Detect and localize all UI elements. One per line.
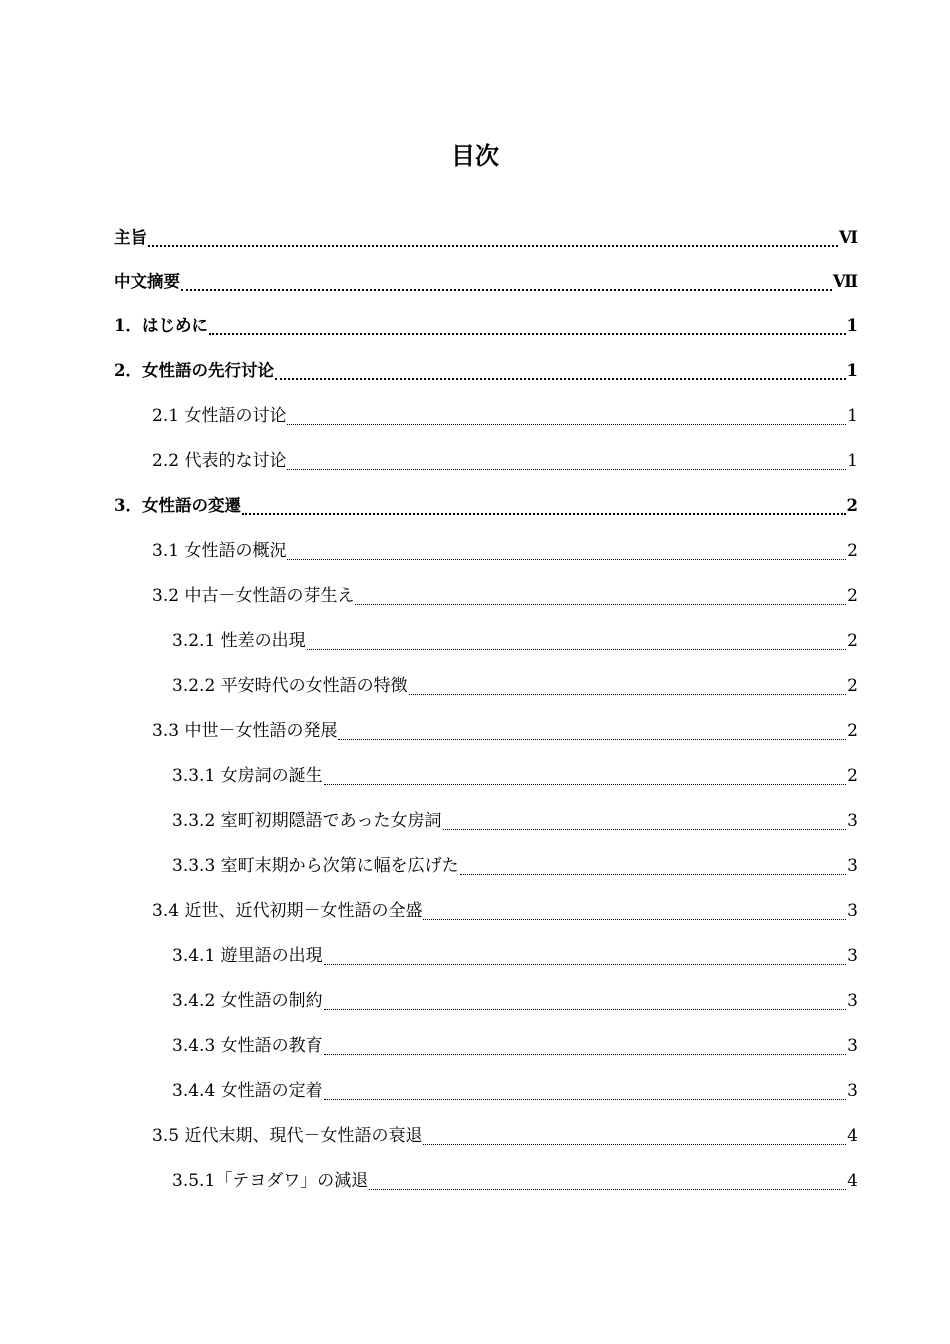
toc-entry-page: Ⅶ (832, 272, 858, 291)
toc-entry[interactable] (172, 664, 858, 708)
toc-dot-leader (148, 231, 838, 247)
toc-entry-page: 4 (847, 1171, 858, 1191)
toc-entry[interactable] (114, 216, 858, 260)
toc-dot-leader (460, 860, 847, 875)
toc-dot-leader (181, 275, 832, 291)
toc-entry-label: 主旨 (114, 228, 147, 247)
toc-dot-leader (324, 995, 847, 1010)
toc-entry-page: Ⅵ (839, 228, 858, 247)
toc-entry-label: 1．はじめに (114, 316, 208, 335)
toc-dot-leader (287, 545, 846, 560)
toc-entry[interactable] (152, 529, 858, 573)
toc-entry-label: 3.4.3 女性語の教育 (172, 1036, 323, 1056)
toc-entry[interactable] (114, 260, 858, 304)
toc-entry-page: 3 (847, 946, 858, 966)
toc-entry-page: 3 (847, 856, 858, 876)
toc-dot-leader (275, 364, 846, 380)
toc-entry[interactable] (172, 799, 858, 843)
toc-dot-leader (355, 590, 846, 605)
toc-entry-page: 2 (847, 676, 858, 696)
toc-entry-label: 3.3.2 室町初期隠語であった女房詞 (172, 811, 442, 831)
toc-entry[interactable] (114, 304, 858, 348)
toc-dot-leader (324, 1040, 847, 1055)
toc-entry-label: 3.2.1 性差の出現 (172, 631, 306, 651)
toc-dot-leader (324, 770, 847, 785)
toc-title: 目次 (451, 141, 499, 170)
toc-entry[interactable] (172, 1024, 858, 1068)
toc-entry-label: 3.4.2 女性語の制約 (172, 991, 323, 1011)
toc-entry-label: 3.4.1 遊里語の出現 (172, 946, 323, 966)
toc-entry-page: 2 (847, 631, 858, 651)
toc-entry-page: 1 (847, 451, 858, 471)
toc-dot-leader (242, 499, 846, 515)
toc-entry-label: 3．女性語の変遷 (114, 496, 241, 515)
toc-entry-page: 1 (846, 316, 858, 335)
toc-entry-label: 3.5 近代末期、現代－女性語の衰退 (152, 1126, 423, 1146)
toc-entry-label: 3.3.3 室町末期から次第に幅を広げた (172, 856, 459, 876)
toc-entry-label: 2.1 女性語の讨论 (152, 406, 287, 426)
toc-entry-page: 2 (847, 541, 858, 561)
toc-dot-leader (423, 1130, 846, 1145)
toc-entry[interactable] (114, 484, 858, 528)
toc-dot-leader (423, 905, 846, 920)
toc-dot-leader (287, 410, 846, 425)
toc-entry[interactable] (152, 439, 858, 483)
toc-dot-leader (409, 680, 847, 695)
toc-entry-label: 3.3 中世－女性語の発展 (152, 721, 338, 741)
toc-entry-page: 3 (847, 811, 858, 831)
toc-entry-page: 2 (847, 586, 858, 606)
toc-entry[interactable] (172, 979, 858, 1023)
toc-dot-leader (324, 950, 847, 965)
toc-dot-leader (338, 725, 846, 740)
toc-entry[interactable] (172, 844, 858, 888)
toc-entry-label: 2.2 代表的な讨论 (152, 451, 287, 471)
toc-entry-page: 3 (847, 1036, 858, 1056)
toc-entry[interactable] (152, 1114, 858, 1158)
toc-entry-label: 3.4.4 女性語の定着 (172, 1081, 323, 1101)
toc-entry[interactable] (172, 934, 858, 978)
toc-entry[interactable] (172, 1069, 858, 1113)
toc-entry-page: 1 (847, 406, 858, 426)
toc-entry-page: 1 (846, 361, 858, 380)
toc-entry-page: 2 (847, 721, 858, 741)
toc-entry[interactable] (114, 349, 858, 393)
toc-entry-page: 4 (847, 1126, 858, 1146)
toc-entry-page: 3 (847, 901, 858, 921)
toc-entry-label: 3.3.1 女房詞の誕生 (172, 766, 323, 786)
toc-entry-label: 3.4 近世、近代初期－女性語の全盛 (152, 901, 423, 921)
toc-entry-label: 3.1 女性語の概況 (152, 541, 287, 561)
toc-entry-page: 3 (847, 991, 858, 1011)
toc-entry[interactable] (152, 394, 858, 438)
toc-entry-label: 2．女性語の先行讨论 (114, 361, 274, 380)
toc-dot-leader (307, 635, 847, 650)
toc-entry[interactable] (152, 709, 858, 753)
toc-entry[interactable] (172, 754, 858, 798)
toc-entry[interactable] (152, 889, 858, 933)
toc-entry-label: 3.5.1「テヨダワ」の減退 (172, 1171, 369, 1191)
toc-entry-label: 3.2.2 平安時代の女性語の特徴 (172, 676, 408, 696)
toc-entry[interactable] (172, 1159, 858, 1203)
toc-entry[interactable] (172, 619, 858, 663)
toc-entry[interactable] (152, 574, 858, 618)
toc-entry-label: 3.2 中古－女性語の芽生え (152, 586, 355, 606)
toc-entry-page: 2 (846, 496, 858, 515)
toc-entry-page: 3 (847, 1081, 858, 1101)
toc-dot-leader (443, 815, 847, 830)
toc-dot-leader (209, 319, 846, 335)
toc-dot-leader (287, 455, 846, 470)
toc-dot-leader (369, 1175, 846, 1190)
toc-entry-label: 中文摘要 (114, 272, 180, 291)
toc-dot-leader (324, 1085, 847, 1100)
toc-entry-page: 2 (847, 766, 858, 786)
